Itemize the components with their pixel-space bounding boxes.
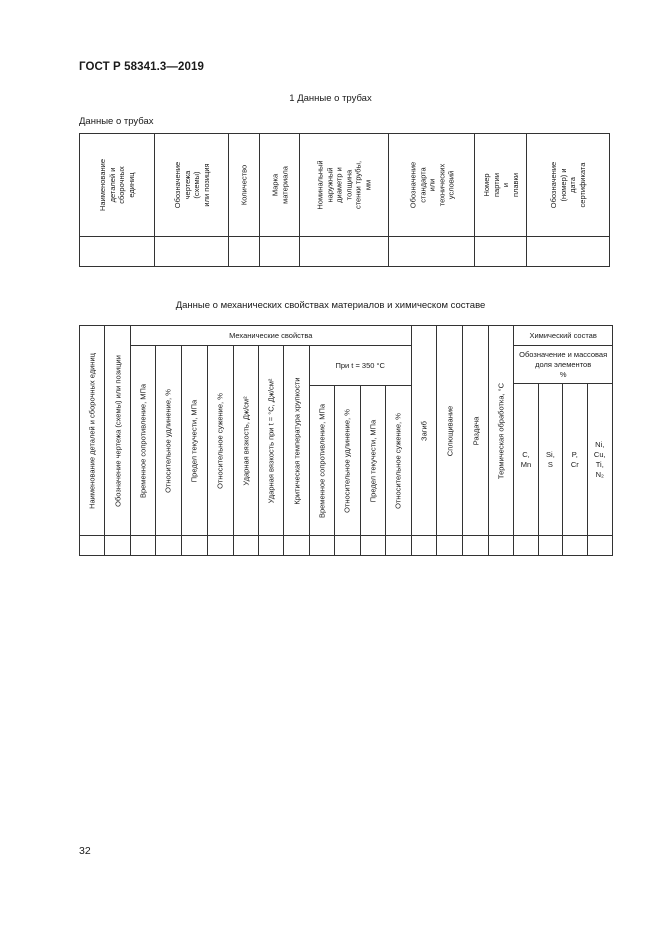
table-cell [488, 536, 513, 556]
column-header: Ударная вязкость, Дж/см² [241, 395, 250, 486]
table-cell [463, 536, 488, 556]
table-cell [284, 536, 309, 556]
chem-element-cell: P, Cr [563, 384, 587, 536]
table-cell [156, 536, 181, 556]
table-cell [309, 536, 334, 556]
column-header: Ударная вязкость при t = °С, Дж/см² [266, 378, 276, 503]
header-cell [155, 134, 229, 237]
column-header: Наименование деталей и сборочных единиц [98, 159, 136, 211]
column-header: Обозначение стандарта или технических условий [407, 161, 455, 209]
table-cell [360, 536, 385, 556]
header-cell [260, 134, 300, 237]
column-header: Марка материала [270, 166, 289, 204]
chemical-subheader: Обозначение и массовая доля элементов % [514, 346, 613, 384]
header-cell [284, 346, 309, 536]
table-row [80, 536, 613, 556]
table-cell [233, 536, 258, 556]
header-cell [130, 346, 155, 536]
column-header: Обозначение чертежа (схемы) или позиция [172, 161, 210, 209]
column-header: Сплющивание [445, 405, 454, 456]
header-cell [300, 134, 389, 237]
table-cell [587, 536, 612, 556]
page-number: 32 [79, 845, 91, 857]
table-cell [105, 536, 130, 556]
column-header: Обозначение (номер) и дата сертификата [549, 161, 587, 209]
header-cell [105, 326, 130, 536]
column-header: Термическая обработка, °С [496, 382, 506, 479]
table-cell [130, 536, 155, 556]
table-cell [527, 237, 610, 267]
column-header: Относительное удлинение, % [342, 408, 352, 513]
table-cell [389, 237, 475, 267]
table-cell [300, 237, 389, 267]
group-header-mechanical: Механические свойства [130, 326, 411, 346]
group-header-chemical: Химический состав [514, 326, 613, 346]
group-header-350: При t = 350 °С [309, 346, 411, 386]
header-cell [411, 326, 436, 536]
column-header: Количество [239, 164, 249, 206]
header-cell [229, 134, 260, 237]
header-cell [233, 346, 258, 536]
column-header: Обозначение чертежа (схемы) или позиции [112, 354, 122, 507]
column-header: Раздача [470, 416, 480, 445]
section-2-title: Данные о механических свойствах материалов и химическом составе [175, 300, 486, 311]
header-cell [389, 134, 475, 237]
table-1-caption: Данные о трубах [79, 116, 154, 127]
table-cell [386, 536, 412, 556]
pipe-data-table [79, 133, 610, 267]
table-cell [411, 536, 436, 556]
header-cell [360, 386, 385, 536]
header-cell [463, 326, 488, 536]
table-cell [80, 237, 155, 267]
column-header: Относительное сужение, % [215, 392, 225, 489]
column-header: Предел текучести, МПа [368, 419, 378, 502]
column-header: Временное сопротивление, МПа [317, 403, 327, 518]
table-cell [563, 536, 587, 556]
chem-element-cell: Si, S [538, 384, 562, 536]
header-cell [258, 346, 283, 536]
column-header: Относительное сужение, % [393, 412, 403, 509]
header-cell [309, 386, 334, 536]
chem-element-cell: Ni, Cu, Ti, N₂ [587, 384, 612, 536]
header-cell [437, 326, 463, 536]
mech-chem-table [79, 325, 613, 556]
column-header: Временное сопротивление, МПа [138, 383, 148, 498]
column-header: Загиб [419, 420, 429, 441]
table-cell [155, 237, 229, 267]
table-cell [514, 536, 538, 556]
column-header: Номер партии и плавки [481, 172, 519, 198]
table-cell [258, 536, 283, 556]
table-cell [208, 536, 233, 556]
header-cell [156, 346, 181, 536]
table-cell [181, 536, 207, 556]
table-cell [475, 237, 527, 267]
section-1-title: 1 Данные о трубах [289, 93, 372, 104]
column-header: Критическая температура хрупкости [291, 376, 301, 505]
column-header: Наименование деталей и сборочных единиц [87, 352, 97, 509]
document-header: ГОСТ Р 58341.3—2019 [79, 61, 204, 73]
header-cell [80, 326, 105, 536]
column-header: Номинальный наружный диаметр и толщина стенки трубы, мм [315, 160, 372, 210]
header-cell [335, 386, 360, 536]
table-cell [335, 536, 360, 556]
chem-element-cell: C, Mn [514, 384, 538, 536]
header-cell [181, 346, 207, 536]
table-cell [229, 237, 260, 267]
header-cell [475, 134, 527, 237]
table-cell [80, 536, 105, 556]
header-cell [488, 326, 513, 536]
header-cell [208, 346, 233, 536]
table-row [80, 237, 610, 267]
table-cell [260, 237, 300, 267]
header-cell [80, 134, 155, 237]
column-header: Относительное удлинение, % [163, 388, 173, 493]
table-cell [437, 536, 463, 556]
header-cell [386, 386, 412, 536]
column-header: Предел текучести, МПа [189, 399, 199, 482]
table-cell [538, 536, 562, 556]
header-cell [527, 134, 610, 237]
